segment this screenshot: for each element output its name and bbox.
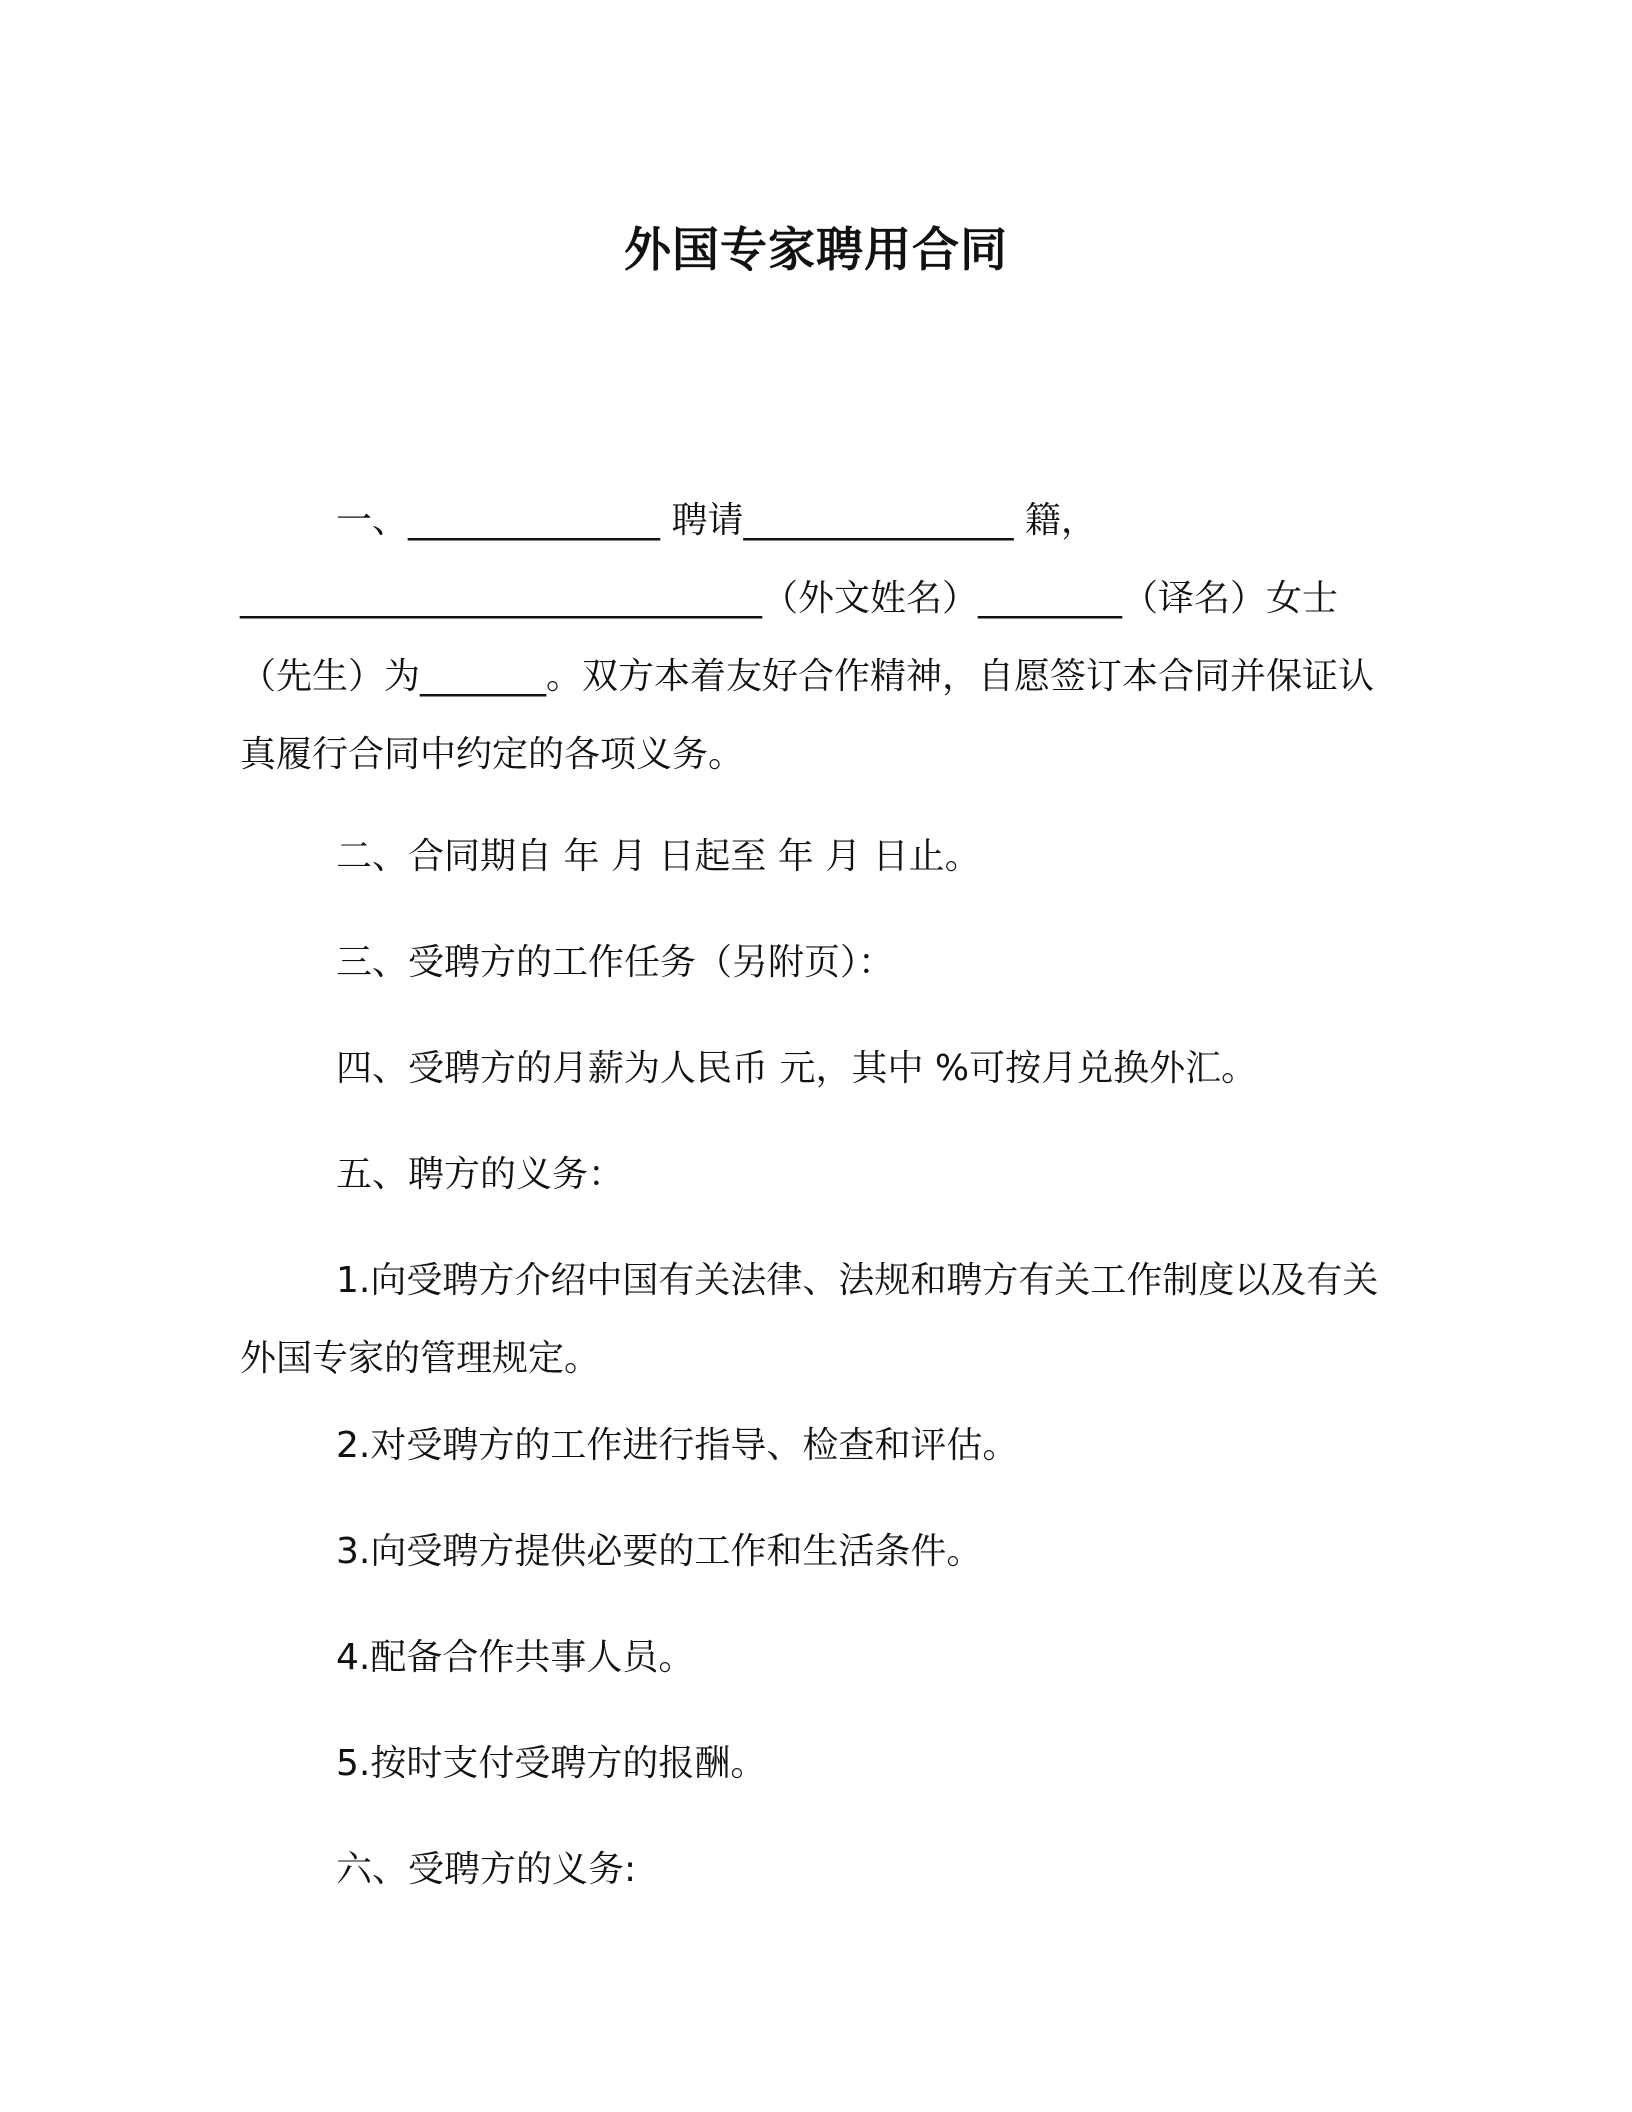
clause-3-paragraph: 三、受聘方的工作任务（另附页）： [336,942,895,983]
clause-6-heading: 六、受聘方的义务: [336,1849,637,1890]
clause-1-paragraph: 一、______________ 聘请_______________ 籍，_____________________________（外文姓名）________（译名）女士（先生）为_______。双方本着友好合作精神，自愿签订本合同并保证认真履行合同中约定的各项义务。 [240,500,1375,775]
document-title: 外国专家聘用合同 [624,223,1008,278]
clause-5-heading: 五、聘方的义务： [336,1154,625,1195]
clause-5-item-2: 2.对受聘方的工作进行指导、检查和评估。 [336,1425,1019,1466]
clause-5-item-4: 4.配备合作共事人员。 [336,1637,695,1678]
clause-4-paragraph: 四、受聘方的月薪为人民币 元，其中 %可按月兑换外汇。 [336,1048,1258,1089]
clause-5-item-5: 5.按时支付受聘方的报酬。 [336,1743,767,1784]
clause-5-item-1: 1.向受聘方介绍中国有关法律、法规和聘方有关工作制度以及有关外国专家的管理规定。 [240,1260,1379,1379]
clause-2-paragraph: 二、合同期自 年 月 日起至 年 月 日止。 [336,836,981,877]
clause-5-item-3: 3.向受聘方提供必要的工作和生活条件。 [336,1531,983,1572]
